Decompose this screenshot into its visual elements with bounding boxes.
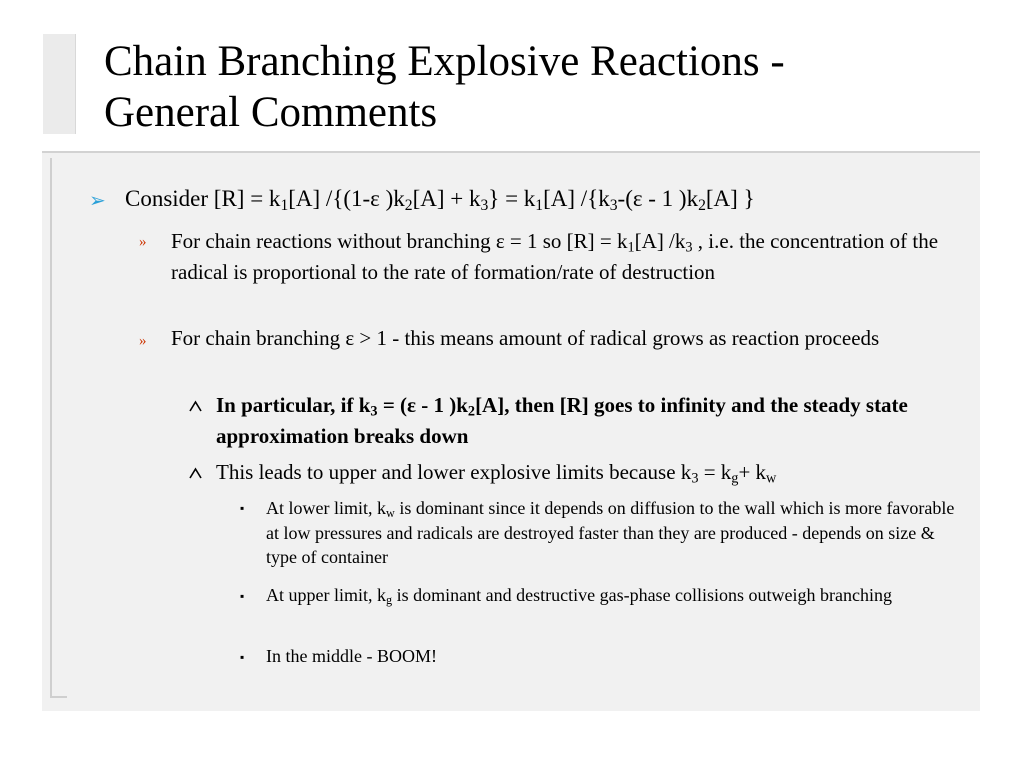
text-run: + k: [738, 460, 767, 484]
caret-up-icon: [189, 400, 202, 412]
bullet-boom: In the middle - BOOM!: [266, 646, 437, 666]
bullet-consider: [125, 184, 965, 214]
bullet-lower-limit: [266, 496, 966, 570]
subscript: 3: [609, 196, 618, 214]
subscript: w: [386, 506, 395, 521]
bullet-upper-limit: [266, 583, 966, 608]
subscript: 2: [698, 196, 706, 214]
text-run: [A] /{k: [543, 186, 610, 211]
text-run: -(ε - 1 )k: [617, 186, 699, 211]
text-run: [A] /{(1-ε )k: [288, 186, 405, 211]
title-accent-bar: [43, 34, 75, 134]
subscript: 2: [467, 403, 476, 420]
text-run: This leads to upper and lower explosive limits because k: [216, 460, 692, 484]
subscript: 3: [370, 403, 378, 420]
text-run: = k: [698, 460, 732, 484]
subscript: g: [386, 593, 393, 608]
caret-up-icon: [189, 467, 202, 479]
text-run: [A] /k: [634, 229, 686, 253]
text-run: In particular, if k: [216, 393, 371, 417]
title-accent-line: [75, 34, 76, 134]
subscript: 3: [685, 239, 693, 256]
text-run: , i.e. the concentration of the radical is proportional to the rate of formation/rate of destruction: [171, 229, 939, 284]
text-run: } = k: [488, 186, 536, 211]
panel-bracket: [50, 158, 67, 698]
text-run: For chain reactions without branching ε = 1 so [R] = k: [171, 229, 628, 253]
subscript: 1: [535, 196, 544, 214]
square-bullet-icon: ▪: [240, 589, 245, 603]
subscript: 1: [627, 239, 635, 256]
text-run: [A], then [R] goes to infinity and the steady state approximation breaks down: [216, 393, 908, 448]
subscript: 2: [404, 196, 413, 214]
chevron-bullet-icon: »: [139, 333, 147, 349]
bullet-branching: For chain branching ε > 1 - this means amount of radical grows as reaction proceeds: [171, 326, 880, 350]
caret-bullet-icon: [189, 464, 202, 484]
slide-title-line-2: General Comments: [104, 89, 438, 136]
subscript: g: [731, 470, 739, 487]
bullet-infinity: [216, 390, 966, 451]
text-run: is dominant since it depends on diffusion to the wall which is more favorable at low pressures and radicals are destroyed faster than they are produced - depends on size & type of container: [266, 498, 955, 567]
text-run: [A] + k: [412, 186, 481, 211]
slide-title: [104, 36, 984, 138]
subscript: 1: [280, 196, 289, 214]
caret-bullet-icon: [189, 397, 202, 417]
subscript: w: [766, 470, 777, 487]
text-run: At lower limit, k: [266, 498, 386, 518]
text-run: At upper limit, k: [266, 585, 386, 605]
text-run: Consider [R] = k: [125, 186, 281, 211]
bullet-no-branching: [171, 226, 961, 287]
square-bullet-icon: ▪: [240, 501, 245, 515]
chevron-bullet-icon: »: [139, 234, 147, 250]
slide-title-line-1: Chain Branching Explosive Reactions -: [104, 38, 785, 85]
text-run: [A] }: [705, 186, 755, 211]
bullet-explosive-limits: [216, 457, 966, 488]
arrow-bullet-icon: ➢: [89, 190, 106, 212]
text-run: = (ε - 1 )k: [377, 393, 468, 417]
text-run: is dominant and destructive gas-phase collisions outweigh branching: [392, 585, 893, 605]
subscript: 3: [480, 196, 489, 214]
subscript: 3: [691, 470, 699, 487]
square-bullet-icon: ▪: [240, 650, 245, 664]
